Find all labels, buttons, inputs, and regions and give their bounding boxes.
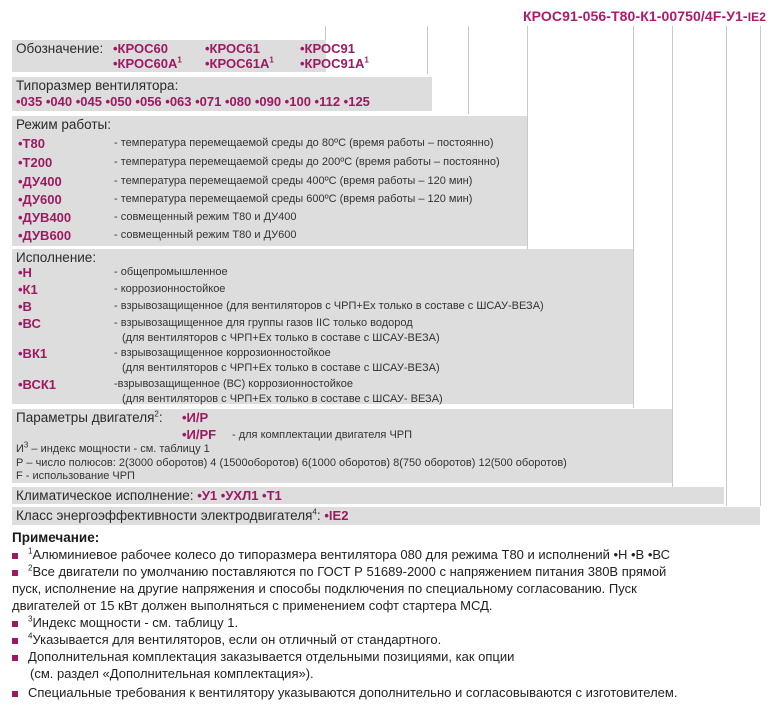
bullet-icon — [12, 570, 18, 576]
connector-line — [633, 26, 634, 408]
motor-option-desc: - для комплектации двигателя ЧРП — [232, 429, 413, 441]
designation-label: Обозначение: — [16, 41, 104, 56]
connector-line — [527, 26, 528, 250]
note-item-cont: пуск, исполнение на другие напряжения и способы подключения по специальному согласованию. Пуск — [12, 581, 637, 596]
note-item: $^2$Все двигатели по умолчанию поставляются по ГОСТ Р 51689-2000 с напряжением питания 380В прямой — [12, 563, 666, 580]
bullet-icon — [12, 655, 18, 661]
motor-label: Параметры двигателя$^2$: — [16, 409, 163, 425]
note-item-cont: двигателей от 15 кВт должен выполняться с применением софт стартера МСД. — [12, 598, 493, 613]
bullet-icon — [12, 638, 18, 644]
designation-item: •КРОС61 — [205, 41, 260, 56]
designation-item: •КРОС91 — [300, 41, 355, 56]
designation-item: $•КРОС91А^1$ — [300, 55, 369, 71]
motor-index-line: $И^3$ – индекс мощности - см. таблицу 1 — [16, 440, 210, 455]
version-label: Исполнение: — [16, 250, 97, 265]
note-item: Специальные требования к вентилятору указываются дополнительно и согласовываются с изготовителем. — [12, 684, 677, 701]
version-row-detail: (для вентиляторов с ЧРП+Ех только в составе с ШСАУ-ВЕЗА) — [122, 332, 440, 344]
bullet-icon — [12, 691, 18, 697]
note-item: Дополнительная комплектация заказывается отдельными позициями, как опции — [12, 648, 514, 665]
connector-line — [672, 26, 673, 488]
notes-title: Примечание: — [12, 530, 100, 545]
designation-item: $•КРОС60А^1$ — [113, 55, 182, 71]
bullet-icon — [12, 621, 18, 627]
connector-line — [468, 26, 469, 114]
note-item: $^3$Индекс мощности - см. таблицу 1. — [12, 614, 238, 631]
energy-label: Класс энергоэффективности электродвигателя$^4$: •IE2 — [16, 507, 349, 523]
motor-vfd-line: F - использование ЧРП — [16, 470, 135, 482]
note-item-cont: (см. раздел «Дополнительная комплектация»). — [30, 666, 314, 681]
climate-label: Климатическое исполнение: •У1 •УХЛ1 •Т1 — [16, 488, 282, 503]
note-item: $^4$Указывается для вентиляторов, если он отличный от стандартного. — [12, 631, 441, 648]
motor-option: •И/Р — [182, 410, 209, 425]
connector-line — [726, 26, 727, 506]
designation-item: •КРОС60 — [113, 41, 168, 56]
bullet-icon — [12, 553, 18, 559]
model-code: КРОС91-056-Т80-К1-00750/4F-У1-IE2 — [522, 8, 766, 24]
motor-poles-line: Р – число полюсов: 2(3000 оборотов) 4 (1500оборотов) 6(1000 оборотов) 8(750 оборотов) 12(500 оборотов) — [16, 457, 567, 469]
designation-item: $•КРОС61А^1$ — [205, 55, 274, 71]
version-row-detail: (для вентиляторов с ЧРП+Ех только в составе с ШСАУ-ВЕЗА) — [122, 362, 440, 374]
mode-label: Режим работы: — [16, 117, 111, 132]
connector-line — [760, 26, 761, 506]
size-label: Типоразмер вентилятора: — [16, 78, 179, 93]
connector-line — [427, 26, 428, 74]
size-values: •035 •040 •045 •050 •056 •063 •071 •080 •090 •100 •112 •125 — [16, 94, 370, 109]
motor-option: •И/РF — [182, 427, 217, 442]
note-item: $^1$Алюминиевое рабочее колесо до типоразмера вентилятора 080 для режима Т80 и исполнений •Н •В •ВС — [12, 546, 670, 563]
version-row-detail: (для вентиляторов с ЧРП+Ех только в составе с ШСАУ- ВЕЗА) — [122, 393, 443, 405]
